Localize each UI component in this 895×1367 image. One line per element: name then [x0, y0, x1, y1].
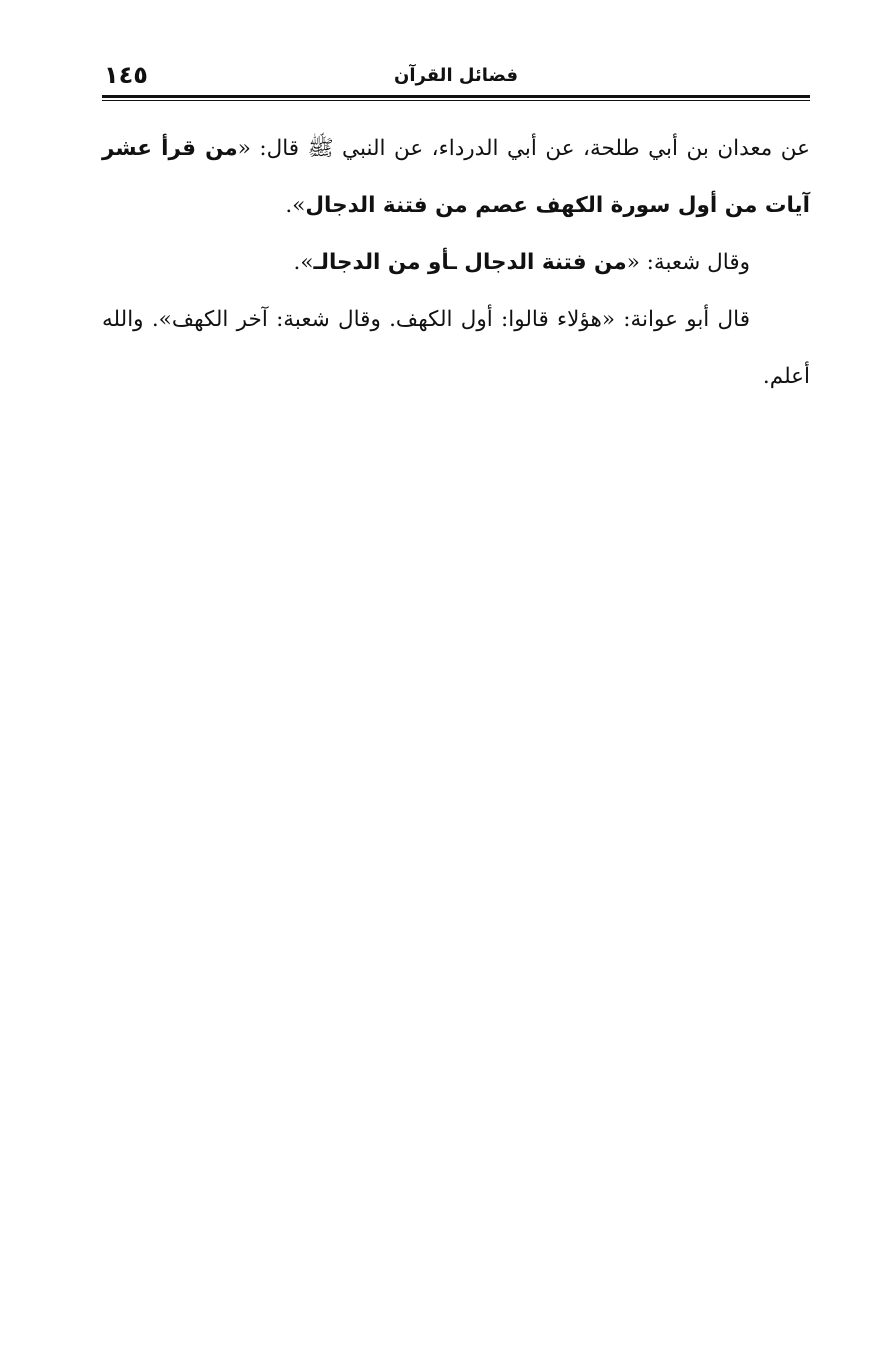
- header-rule-thick: [102, 95, 810, 98]
- narration-chain: عن معدان بن أبي طلحة، عن أبي الدرداء، عن النبي ﷺ قال:: [250, 136, 810, 161]
- open-quote: «: [626, 250, 640, 275]
- header-rule-thin: [102, 100, 810, 101]
- running-title: فضائل القرآن: [394, 65, 518, 86]
- body-text: [102, 120, 810, 405]
- hadith-text: من قرأ عشر آيات من أول سورة الكهف عصم من فتنة الدجال: [102, 136, 810, 218]
- open-quote: «: [237, 136, 251, 161]
- page-header: [102, 58, 810, 92]
- close-quote: ».: [293, 250, 314, 275]
- paragraph-shuba: [102, 234, 810, 291]
- paragraph-hadith: [102, 120, 810, 234]
- shuba-variant: من فتنة الدجال ـأو من الدجالـ: [313, 250, 627, 275]
- close-quote: ».: [285, 193, 306, 218]
- shuba-intro: وقال شعبة:: [639, 250, 750, 275]
- paragraph-abu-awana: [102, 291, 810, 405]
- page-number: ١٤٥: [104, 61, 148, 89]
- abu-awana-text: قال أبو عوانة: «هؤلاء قالوا: أول الكهف. وقال شعبة: آخر الكهف». والله أعلم.: [102, 307, 810, 389]
